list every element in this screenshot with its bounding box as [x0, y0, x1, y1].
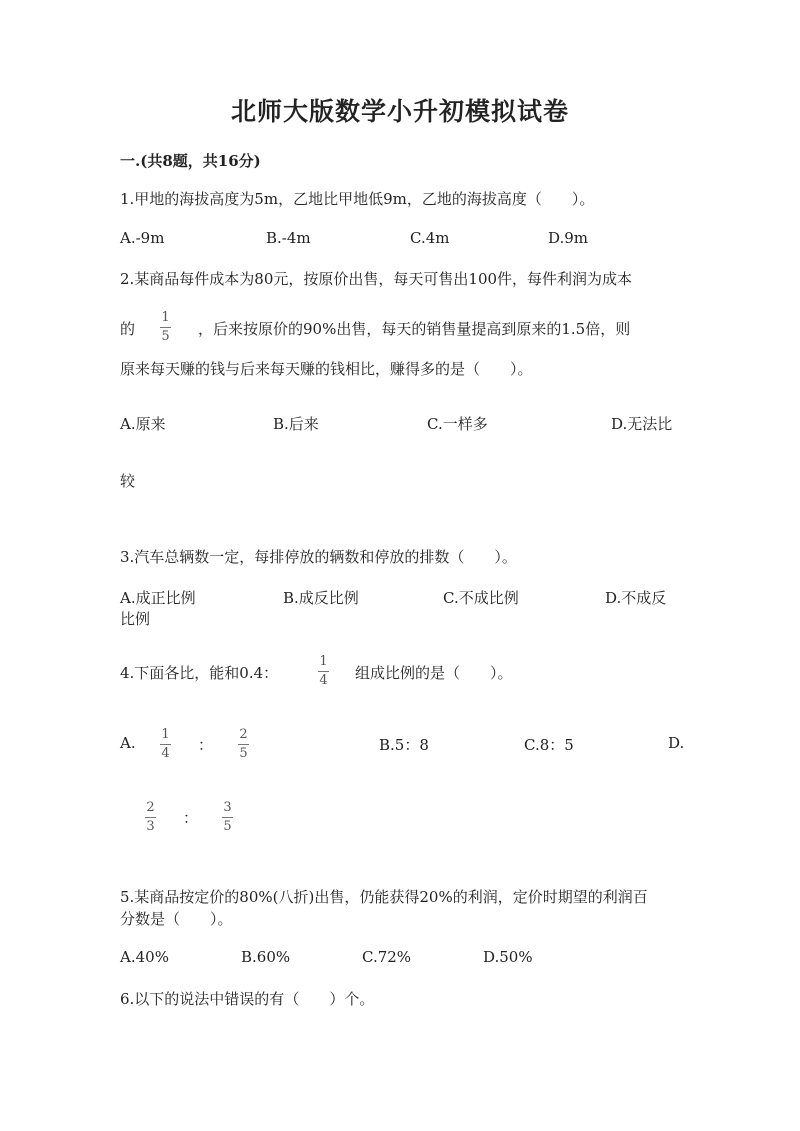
- ratio-colon: ：: [183, 809, 199, 827]
- fraction-one-fourth: [160, 728, 171, 761]
- question-2-option-d-wrap: 较: [120, 472, 136, 490]
- question-5-line-2: 分数是（ ）。: [120, 910, 233, 928]
- fraction-denominator: 3: [146, 819, 155, 834]
- fraction-bar: [222, 817, 233, 818]
- question-1-option-b[interactable]: B.-4m: [266, 229, 311, 247]
- question-2-line-3: 原来每天赚的钱与后来每天赚的钱相比，赚得多的是（ ）。: [120, 360, 533, 378]
- fraction-numerator: 1: [319, 654, 328, 669]
- question-4-option-b[interactable]: B.5：8: [379, 736, 429, 754]
- fraction-numerator: 1: [161, 310, 170, 325]
- fraction-one-fourth: [318, 655, 329, 688]
- question-4-option-a-label[interactable]: A.: [120, 734, 136, 752]
- fraction-numerator: 2: [239, 727, 248, 742]
- question-5-option-b[interactable]: B.60%: [241, 948, 291, 966]
- question-3-option-d[interactable]: D.不成反: [605, 589, 667, 607]
- question-3-option-c[interactable]: C.不成比例: [443, 589, 519, 607]
- question-1-option-c[interactable]: C.4m: [410, 229, 450, 247]
- question-3-option-b[interactable]: B.成反比例: [283, 589, 359, 607]
- fraction-bar: [318, 671, 329, 672]
- fraction-numerator: 3: [223, 800, 232, 815]
- question-1-stem: 1.甲地的海拔高度为5m，乙地比甲地低9m，乙地的海拔高度（ ）。: [120, 190, 595, 208]
- question-1-option-a[interactable]: A.-9m: [120, 229, 165, 247]
- question-5-line-1: 5.某商品按定价的80%(八折)出售，仍能获得20%的利润，定价时期望的利润百: [120, 888, 648, 906]
- question-3-option-d-wrap: 比例: [120, 610, 151, 628]
- question-5-option-a[interactable]: A.40%: [120, 948, 169, 966]
- question-3-option-a[interactable]: A.成正比例: [120, 589, 196, 607]
- fraction-three-fifths: [222, 801, 233, 834]
- fraction-bar: [160, 327, 171, 328]
- question-5-option-c[interactable]: C.72%: [362, 948, 412, 966]
- fraction-denominator: 4: [161, 746, 170, 761]
- fraction-bar: [145, 817, 156, 818]
- fraction-bar: [238, 744, 249, 745]
- fraction-two-fifths: [238, 728, 249, 761]
- section-heading: 一.(共8题，共16分): [120, 152, 261, 170]
- fraction-two-thirds: [145, 801, 156, 834]
- fraction-denominator: 5: [239, 746, 248, 761]
- question-1-option-d[interactable]: D.9m: [548, 229, 589, 247]
- fraction-numerator: 1: [161, 727, 170, 742]
- question-4-option-c[interactable]: C.8：5: [524, 736, 574, 754]
- question-4-option-d-label[interactable]: D.: [668, 734, 685, 752]
- fraction-denominator: 5: [223, 819, 232, 834]
- fraction-denominator: 5: [161, 329, 170, 344]
- fraction-numerator: 2: [146, 800, 155, 815]
- page-title: 北师大版数学小升初模拟试卷: [230, 97, 569, 126]
- ratio-colon: ：: [198, 736, 214, 754]
- question-3-stem: 3.汽车总辆数一定，每排停放的辆数和停放的排数（ ）。: [120, 548, 517, 566]
- question-2-line-2-post: ，后来按原价的90%出售，每天的销售量提高到原来的1.5倍，则: [198, 320, 631, 338]
- question-2-line-1: 2.某商品每件成本为80元，按原价出售，每天可售出100件，每件利润为成本: [120, 270, 633, 288]
- question-2-option-a[interactable]: A.原来: [120, 415, 166, 433]
- question-4-stem-post: 组成比例的是（ ）。: [355, 664, 513, 682]
- question-5-option-d[interactable]: D.50%: [483, 948, 533, 966]
- fraction-bar: [160, 744, 171, 745]
- question-4-stem-pre: 4.下面各比，能和0.4：: [120, 664, 279, 682]
- question-2-line-2-pre: 的: [120, 320, 136, 338]
- question-2-option-d[interactable]: D.无法比: [611, 415, 673, 433]
- question-2-option-c[interactable]: C.一样多: [427, 415, 488, 433]
- question-6-stem: 6.以下的说法中错误的有（ ）个。: [120, 990, 375, 1008]
- fraction-denominator: 4: [319, 673, 328, 688]
- fraction-one-fifth: [160, 311, 171, 344]
- question-2-option-b[interactable]: B.后来: [273, 415, 319, 433]
